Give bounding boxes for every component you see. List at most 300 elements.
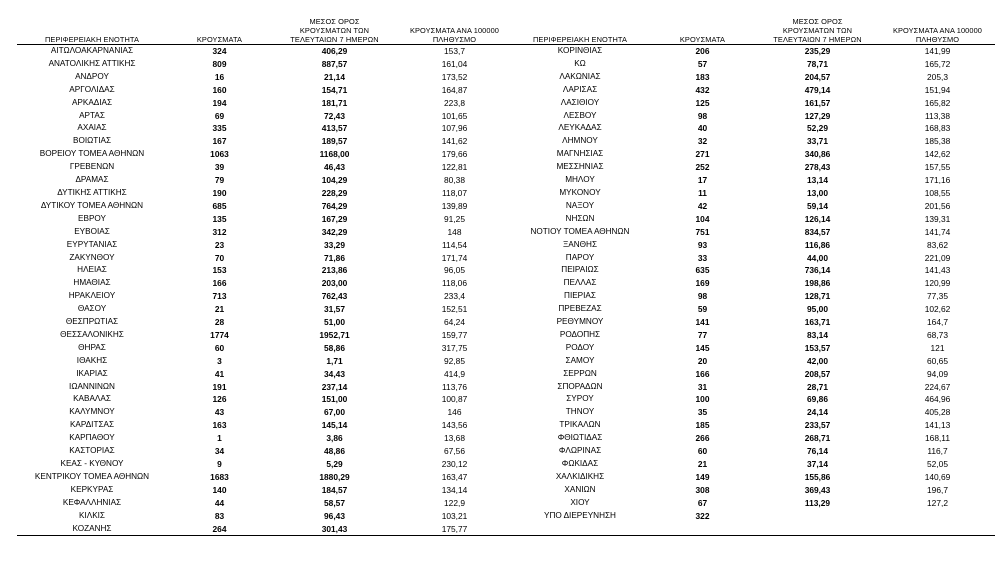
per-100000-cell: 102,62 [924,304,951,315]
region-cell: ΓΡΕΒΕΝΩΝ [69,162,115,172]
cases-cell: 166 [695,368,710,379]
cases-cell: 59 [697,304,708,315]
region-cell: ΛΑΡΙΣΑΣ [562,84,598,94]
table-row [510,510,995,523]
table-row [17,445,512,458]
avg-7-days-cell: 1880,29 [319,471,350,482]
table-row [510,355,995,368]
per-100000-cell: 134,14 [441,484,468,495]
table-row [17,174,512,187]
per-100000-cell: 141,13 [924,420,951,431]
avg-7-days-cell: 58,86 [324,342,345,353]
region-cell: ΚΕΑΣ - ΚΥΘΝΟΥ [60,459,124,468]
cases-cell: 685 [212,200,227,211]
avg-7-days-cell: 52,29 [807,123,828,134]
region-cell: ΗΡΑΚΛΕΙΟΥ [68,291,116,301]
per-100000-cell: 80,38 [444,175,465,186]
region-cell: ΡΕΘΥΜΝΟΥ [556,317,604,327]
per-100000-cell: 143,56 [441,420,468,431]
region-cell: ΖΑΚΥΝΘΟΥ [69,252,115,262]
avg-7-days-cell [755,510,880,523]
table-row [510,148,995,161]
cases-cell: 185 [695,420,710,431]
per-100000-cell: 148 [447,226,462,237]
table-row [17,277,512,290]
per-100000-cell: 165,82 [924,97,951,108]
per-100000-cell: 151,94 [924,84,951,95]
header-per-100000: ΚΡΟΥΣΜΑΤΑ ΑΝΑ 100000 ΠΛΗΘΥΣΜΟ [397,8,512,45]
region-cell: ΡΟΔΟΠΗΣ [559,329,601,339]
table-row [17,226,512,239]
table-row [17,355,512,368]
avg-7-days-cell: 78,71 [807,58,828,69]
region-cell: ΘΗΡΑΣ [78,342,106,352]
avg-7-days-cell: 167,29 [321,213,348,224]
table-row [510,471,995,484]
table-row [510,161,995,174]
per-100000-cell: 153,7 [444,46,465,56]
cases-cell: 252 [695,162,710,173]
per-100000-cell [880,523,995,536]
region-cell: ΔΥΤΙΚΗΣ ΑΤΤΙΚΗΣ [57,187,127,197]
per-100000-cell: 68,73 [927,329,948,340]
cases-cell: 809 [212,58,227,69]
avg-7-days-cell: 203,00 [321,278,348,289]
table-row [510,484,995,497]
cases-cell: 9 [217,459,222,469]
per-100000-cell: 171,16 [924,175,951,186]
table-row [510,381,995,394]
per-100000-cell: 205,3 [927,71,948,82]
table-header-row [510,8,995,45]
per-100000-cell: 405,28 [924,407,951,418]
per-100000-cell: 230,12 [441,459,468,469]
avg-7-days-cell: 1168,00 [319,149,350,160]
region-cell: ΑΡΚΑΔΙΑΣ [71,97,113,107]
avg-7-days-cell: 3,86 [326,433,343,444]
cases-cell: 11 [698,187,707,198]
region-cell: ΗΜΑΘΙΑΣ [73,278,111,288]
table-row [510,84,995,97]
avg-7-days-cell: 184,57 [321,484,348,495]
per-100000-cell: 179,66 [441,149,468,160]
avg-7-days-cell: 213,86 [321,265,348,276]
avg-7-days-cell: 31,57 [324,304,345,315]
cases-cell: 42 [697,200,708,211]
avg-7-days-cell: 44,00 [807,252,828,263]
region-cell: ΙΚΑΡΙΑΣ [76,368,108,378]
region-cell: ΚΕΝΤΡΙΚΟΥ ΤΟΜΕΑ ΑΘΗΝΩΝ [34,471,150,481]
region-cell: ΤΡΙΚΑΛΩΝ [559,420,601,430]
region-cell: ΑΡΓΟΛΙΔΑΣ [69,84,115,94]
cases-cell: 57 [697,58,708,69]
region-cell: ΔΥΤΙΚΟΥ ΤΟΜΕΑ ΑΘΗΝΩΝ [40,200,144,210]
avg-7-days-cell: 204,57 [804,71,831,82]
region-cell: ΦΩΚΙΔΑΣ [561,459,599,468]
table-row [510,97,995,110]
cases-cell: 206 [695,46,710,56]
cases-cell: 98 [697,291,708,302]
cases-cell: 183 [695,71,710,82]
per-100000-cell: 196,7 [927,484,948,495]
avg-7-days-cell: 24,14 [807,407,828,418]
table-row [17,458,512,471]
cases-cell: 713 [212,291,227,302]
per-100000-cell: 101,65 [441,110,468,121]
table-row [510,368,995,381]
region-cell: ΦΘΙΩΤΙΔΑΣ [557,433,603,443]
avg-7-days-cell: 72,43 [324,110,345,121]
region-cell: ΡΟΔΟΥ [565,342,595,352]
table-row [510,239,995,252]
per-100000-cell: 171,74 [441,252,468,263]
per-100000-cell: 60,65 [927,355,948,366]
region-cell: ΚΑΒΑΛΑΣ [73,394,111,404]
region-cell: ΧΑΛΚΙΔΙΚΗΣ [555,471,605,481]
region-cell: ΛΕΣΒΟΥ [563,110,597,120]
table-row [17,432,512,445]
table-row [17,148,512,161]
region-cell: ΠΕΛΛΑΣ [563,278,597,288]
avg-7-days-cell: 21,14 [324,71,345,82]
region-cell: ΕΥΒΟΙΑΣ [74,226,110,236]
table-header-row [17,8,512,45]
region-cell: ΜΕΣΣΗΝΙΑΣ [556,162,604,172]
cases-cell: 271 [695,149,710,160]
table-row [17,135,512,148]
avg-7-days-cell: 95,00 [807,304,828,315]
cases-cell: 1 [217,433,222,444]
avg-7-days-cell: 161,57 [804,97,831,108]
avg-7-days-cell: 479,14 [804,84,831,95]
per-100000-cell: 168,83 [924,123,951,134]
per-100000-cell: 164,7 [927,317,948,328]
avg-7-days-cell: 51,00 [324,317,345,328]
region-cell: ΝΗΣΩΝ [565,213,595,223]
cases-cell: 141 [695,317,710,328]
region-cell: ΤΗΝΟΥ [565,407,595,417]
avg-7-days-cell: 762,43 [321,291,348,302]
cases-cell: 20 [697,355,708,366]
region-cell: ΦΛΩΡΙΝΑΣ [558,446,602,456]
avg-7-days-cell: 13,00 [807,187,828,198]
cases-cell: 35 [697,407,708,418]
table-row [17,497,512,510]
cases-cell: 69 [214,110,225,121]
table-row [510,71,995,84]
regional-cases-table-right [510,8,995,536]
table-row [510,58,995,71]
table-row [510,45,995,58]
table-row [510,445,995,458]
table-row [510,110,995,123]
avg-7-days-cell: 128,71 [804,291,831,302]
cases-cell: 335 [212,123,227,134]
table-row [17,393,512,406]
per-100000-cell: 157,55 [924,162,951,173]
table-row [510,187,995,200]
cases-cell: 166 [212,278,227,289]
cases-cell: 312 [212,226,227,237]
region-cell: ΚΕΦΑΛΛΗΝΙΑΣ [62,497,122,507]
per-100000-cell: 141,43 [924,265,951,276]
per-100000-cell: 118,07 [442,187,467,198]
avg-7-days-cell: 154,71 [321,84,348,95]
table-row [17,523,512,536]
cases-cell: 83 [214,510,225,521]
avg-7-days-cell: 153,57 [804,342,831,353]
per-100000-cell: 141,99 [924,46,951,56]
table-row [17,471,512,484]
region-cell: ΜΥΚΟΝΟΥ [559,187,601,197]
header-cases: ΚΡΟΥΣΜΑΤΑ [650,8,755,45]
region-cell: ΞΑΝΘΗΣ [562,239,598,249]
cases-cell: 1683 [210,471,229,482]
table-row [17,239,512,252]
table-row [17,368,512,381]
cases-cell: 77 [697,329,708,340]
region-cell: ΜΑΓΝΗΣΙΑΣ [556,149,604,159]
cases-cell: 28 [214,317,225,328]
per-100000-cell: 233,4 [444,291,465,302]
region-cell: ΛΗΜΝΟΥ [562,136,598,146]
cases-cell: 126 [212,394,227,405]
per-100000-cell: 159,77 [441,329,468,340]
table-row [17,303,512,316]
avg-7-days-cell: 228,29 [321,187,348,198]
region-cell: ΣΥΡΟΥ [566,394,594,404]
cases-cell: 135 [212,213,227,224]
table-row [510,277,995,290]
per-100000-cell: 201,56 [924,200,951,211]
avg-7-days-cell: 764,29 [321,200,348,211]
per-100000-cell: 165,72 [924,58,951,69]
table-row [510,264,995,277]
region-cell: ΣΕΡΡΩΝ [563,368,597,378]
cases-cell: 1063 [210,149,229,160]
region-cell: ΠΑΡΟΥ [565,252,595,262]
per-100000-cell: 13,68 [444,433,465,444]
avg-7-days-cell: 1,71 [326,355,343,366]
per-100000-cell: 141,62 [441,136,468,147]
table-row [17,264,512,277]
avg-7-days-cell: 34,43 [324,368,345,379]
per-100000-cell: 127,2 [927,497,948,508]
avg-7-days-cell: 13,14 [807,175,828,186]
cases-cell: 190 [212,187,227,198]
per-100000-cell: 414,9 [444,368,465,379]
per-100000-cell: 139,89 [441,200,468,211]
avg-7-days-cell: 1952,71 [319,329,350,340]
table-row [17,84,512,97]
region-cell: ΙΘΑΚΗΣ [76,355,108,365]
table-row [510,406,995,419]
cases-cell: 322 [695,510,710,521]
avg-7-days-cell: 33,29 [324,239,345,250]
per-100000-cell: 113,38 [925,110,950,121]
avg-7-days-cell: 181,71 [321,97,348,108]
avg-7-days-cell: 151,00 [321,394,348,405]
cases-cell: 432 [695,84,710,95]
cases-cell [650,523,755,536]
table-row [510,213,995,226]
region-cell: ΚΟΖΑΝΗΣ [17,523,167,536]
region-cell: ΚΕΡΚΥΡΑΣ [70,484,114,494]
avg-7-days-cell: 76,14 [807,446,828,457]
table-row [510,316,995,329]
table-row [510,497,995,510]
table-row [510,432,995,445]
region-cell: ΠΡΕΒΕΖΑΣ [558,304,602,314]
per-100000-cell: 114,54 [442,239,467,250]
header-region: ΠΕΡΙΦΕΡΕΙΑΚΗ ΕΝΟΤΗΤΑ [510,8,650,45]
table-row [17,58,512,71]
per-100000-cell: 91,25 [444,213,465,224]
per-100000-cell: 122,81 [441,162,468,173]
table-row [510,200,995,213]
table-row [17,342,512,355]
cases-cell: 751 [695,226,710,237]
cases-cell: 16 [214,71,225,82]
avg-7-days-cell: 46,43 [324,162,345,173]
region-cell: ΒΟΡΕΙΟΥ ΤΟΜΕΑ ΑΘΗΝΩΝ [39,149,145,159]
region-cell: ΘΕΣΣΑΛΟΝΙΚΗΣ [60,329,124,339]
cases-cell: 17 [697,175,708,186]
table-row [510,226,995,239]
header-region: ΠΕΡΙΦΕΡΕΙΑΚΗ ΕΝΟΤΗΤΑ [17,8,167,45]
avg-7-days-cell: 116,86 [804,239,831,250]
per-100000-cell: 103,21 [441,510,468,521]
region-cell: ΚΑΛΥΜΝΟΥ [69,407,115,417]
per-100000-cell: 52,05 [927,459,948,469]
per-100000-cell: 317,75 [441,342,468,353]
cases-cell: 163 [212,420,227,431]
region-cell: ΜΗΛΟΥ [565,175,595,185]
cases-cell: 153 [212,265,227,276]
table-row [17,110,512,123]
table-row [17,484,512,497]
region-cell: ΚΑΡΠΑΘΟΥ [69,433,115,443]
avg-7-days-cell: 104,29 [321,175,348,186]
avg-7-days-cell: 233,57 [804,420,831,431]
per-100000-cell: 116,7 [927,446,948,457]
region-cell: ΕΒΡΟΥ [78,213,106,223]
avg-7-days-cell: 69,86 [807,394,828,405]
region-cell: ΧΙΟΥ [570,497,590,507]
cases-cell: 67 [697,497,708,508]
avg-7-days-cell: 155,86 [804,471,831,482]
region-cell: ΛΑΣΙΘΙΟΥ [560,97,600,107]
per-100000-cell: 77,35 [927,291,948,302]
cases-cell: 635 [695,265,710,276]
region-cell: ΑΡΤΑΣ [79,110,105,120]
cases-cell: 324 [212,46,227,56]
table-row [17,200,512,213]
region-cell: ΥΠΟ ΔΙΕΡΕΥΝΗΣΗ [544,510,616,520]
table-row [17,45,512,58]
table-row [17,71,512,84]
avg-7-days-cell: 37,14 [807,459,828,469]
cases-cell: 60 [697,446,708,457]
table-row [17,161,512,174]
avg-7-days-cell: 113,29 [804,497,831,508]
cases-cell: 1774 [210,329,229,340]
cases-cell: 44 [214,497,225,508]
per-100000-cell: 142,62 [924,149,951,160]
cases-cell: 70 [214,252,225,263]
table-row [510,342,995,355]
avg-7-days-cell: 83,14 [807,329,828,340]
per-100000-cell: 146 [447,407,462,418]
per-100000-cell: 107,96 [441,123,468,134]
per-100000-cell: 164,87 [441,84,468,95]
cases-cell: 93 [697,239,708,250]
avg-7-days-cell: 342,29 [321,226,348,237]
cases-cell: 149 [695,471,710,482]
avg-7-days-cell: 145,14 [321,420,348,431]
cases-cell: 21 [697,459,708,469]
per-100000-cell: 224,67 [924,381,951,392]
avg-7-days-cell: 369,43 [804,484,831,495]
avg-7-days-cell: 406,29 [321,46,348,56]
table-row [17,252,512,265]
avg-7-days-cell: 278,43 [804,162,831,173]
avg-7-days-cell: 268,71 [804,433,831,444]
region-cell: ΚΑΣΤΟΡΙΑΣ [69,446,115,456]
table-body-right [510,45,995,536]
region-cell: ΔΡΑΜΑΣ [75,175,109,185]
avg-7-days-cell: 163,71 [804,317,831,328]
per-100000-cell: 64,24 [444,317,465,328]
cases-cell: 104 [695,213,710,224]
per-100000-cell: 83,62 [927,239,948,250]
per-100000-cell: 120,99 [924,278,951,289]
header-avg-7-days: ΜΕΣΟΣ ΟΡΟΣ ΚΡΟΥΣΜΑΤΩΝ ΤΩΝ ΤΕΛΕΥΤΑΙΩΝ 7 ΗΜΕΡΩΝ [755,8,880,45]
region-cell: ΛΑΚΩΝΙΑΣ [559,71,601,81]
region-cell: ΚΑΡΔΙΤΣΑΣ [69,420,115,430]
cases-cell: 41 [214,368,225,379]
avg-7-days-cell: 235,29 [804,46,831,56]
table-row [17,510,512,523]
per-100000-cell: 223,8 [444,97,465,108]
cases-cell: 264 [167,523,272,536]
avg-7-days-cell: 834,57 [804,226,831,237]
avg-7-days-cell: 301,43 [272,523,397,536]
avg-7-days-cell: 59,14 [807,200,828,211]
table-row [510,458,995,471]
avg-7-days-cell [755,523,880,536]
cases-cell: 98 [697,110,708,121]
avg-7-days-cell: 736,14 [804,265,831,276]
per-100000-cell: 163,47 [441,471,468,482]
avg-7-days-cell: 189,57 [321,136,348,147]
avg-7-days-cell: 340,86 [804,149,831,160]
avg-7-days-cell: 67,00 [324,407,345,418]
avg-7-days-cell: 208,57 [804,368,831,379]
region-cell: ΠΙΕΡΙΑΣ [564,291,596,301]
region-cell: ΘΑΣΟΥ [77,304,107,314]
per-100000-cell: 108,55 [924,187,951,198]
avg-7-days-cell: 126,14 [804,213,831,224]
avg-7-days-cell: 42,00 [807,355,828,366]
table-row [17,329,512,342]
cases-cell: 140 [212,484,227,495]
region-cell: ΧΑΝΙΩΝ [564,484,596,494]
region-cell: ΑΝΑΤΟΛΙΚΗΣ ΑΤΤΙΚΗΣ [48,58,136,68]
avg-7-days-cell: 33,71 [807,136,828,147]
per-100000-cell: 121 [930,342,945,353]
region-cell: ΑΧΑΙΑΣ [77,123,107,133]
